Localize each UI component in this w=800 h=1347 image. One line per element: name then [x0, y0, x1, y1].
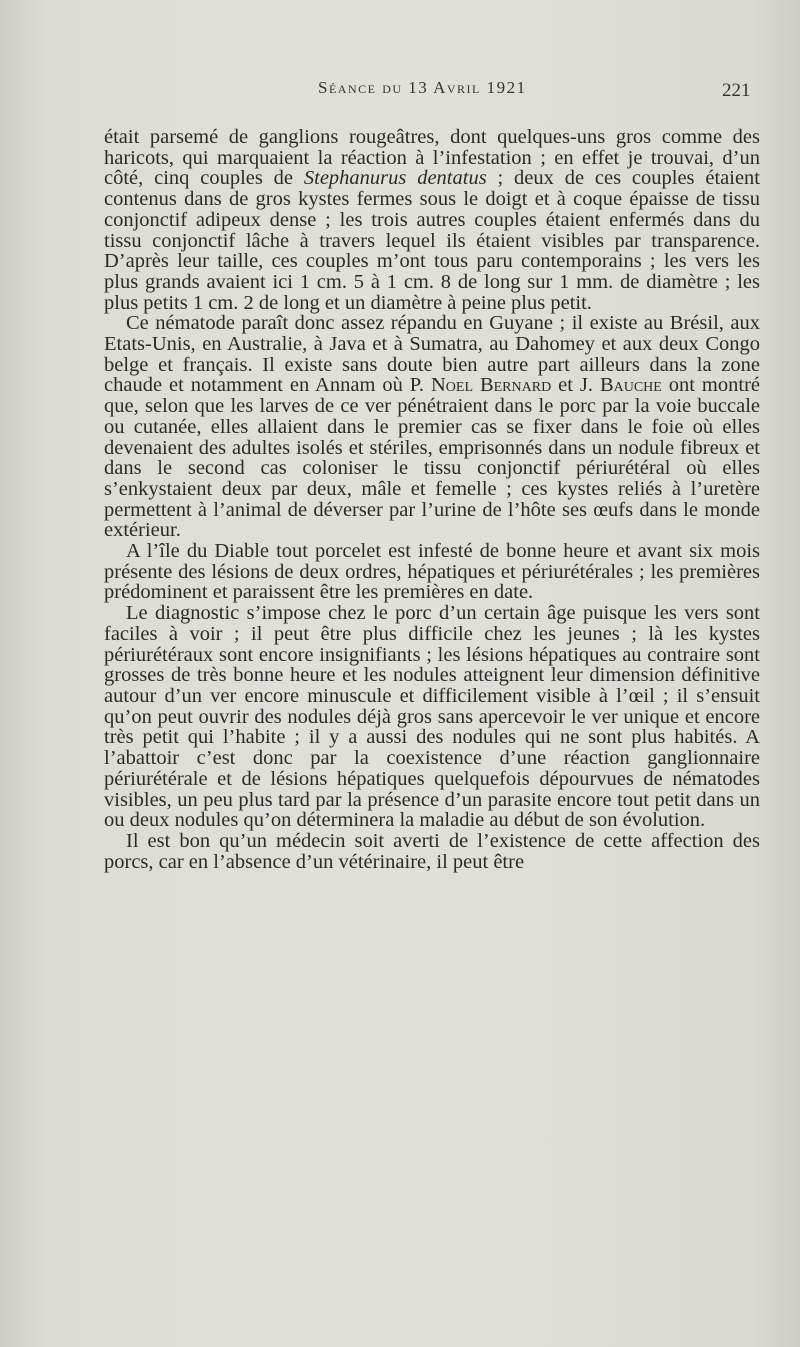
- running-head: Séance du 13 Avril 1921: [318, 78, 527, 97]
- page-number: 221: [722, 80, 751, 101]
- page-header: [0, 78, 800, 108]
- paragraph-2-text-a: Ce nématode paraît donc assez répandu en Guyane ; il existe au Brésil, aux Etats-Unis, en Australie, à Java et à Sumatra, au Dahomey et aux deux Congo belge et français. Il existe sans doute bien autre part ailleurs dans la zone chaude et notamment en Annam où P.: [104, 312, 760, 397]
- species-name: Stephanurus dentatus: [303, 167, 487, 190]
- paragraph-2: [104, 313, 760, 541]
- paragraph-1-text-b: ; deux de ces couples étaient contenus dans de gros kystes fermes sous le doigt et à coque épaisse de tissu conjonctif adipeux dense ; les trois autres couples étaient enfermés dans du tissu conjonctif lâche à travers lequel ils étaient visibles par transparence. D’après leur taille, ces couples m’ont tous paru contemporains ; les vers les plus grands avaient ici 1 cm. 5 à 1 cm. 8 de long sur 1 mm. de diamètre ; les plus petits 1 cm. 2 de long et un diamètre à peine plus petit.: [104, 167, 761, 314]
- author-name-2: Bauche: [599, 374, 662, 397]
- paragraph-3: A l’île du Diable tout porcelet est infesté de bonne heure et avant six mois présente des lésions de deux ordres, hépatiques et périurétérales ; les premières prédominent et paraissent être les premières en date.: [104, 540, 760, 604]
- paragraph-2-text-c: ont montré que, selon que les larves de ce ver pénétraient dans le porc par la voie buccale ou cutanée, elles allaient dans le premier cas se fixer dans le foie où elles devenaient des adultes isolés et stériles, emprisonnés dans un nodule fibreux et dans le second cas coloniser le tissu conjonctif périurétéral où elles s’enkystaient deux par deux, mâle et femelle ; ces kystes reliés à l’uretère permettent à l’animal de déverser par l’urine de l’hôte ses œufs dans le monde extérieur.: [104, 374, 760, 542]
- paragraph-5: Il est bon qu’un médecin soit averti de l’existence de cette affection des porcs, car en l’absence d’un vétérinaire, il peut être: [104, 829, 760, 873]
- paragraph-1-text-a: était parsemé de ganglions rougeâtres, dont quelques-uns gros comme des haricots, qui marquaient la réaction à l’infestation ; en effet je trouvai, d’un côté, cinq couples de: [104, 126, 760, 190]
- paragraph-4: Le diagnostic s’impose chez le porc d’un certain âge puisque les vers sont faciles à voir ; il peut être plus difficile chez les jeunes ; là les kystes périurétéraux sont encore insignifiants ; les lésions hépatiques au contraire sont grosses de très bonne heure et les nodules atteignent leur dimension définitive autour d’un ver encore minuscule et difficilement visible à l’œil ; il s’ensuit qu’on peut ouvrir des nodules déjà gros sans apercevoir le ver unique et encore très petit qui l’habite ; il y a aussi des nodules qui ne sont plus habités. A l’abattoir c’est donc par la coexistence d’une réaction ganglionnaire périurétérale et de lésions hépatiques quelquefois dépourvues de nématodes visibles, un peu plus tard par la présence d’un parasite encore tout petit dans un ou deux nodules qu’on déterminera la maladie au début de son évolution.: [104, 602, 760, 832]
- author-name-1: Noel Bernard: [431, 374, 552, 397]
- paragraph-2-text-b: et J.: [551, 374, 600, 397]
- paragraph-1: [104, 127, 760, 313]
- body-text: [104, 127, 760, 872]
